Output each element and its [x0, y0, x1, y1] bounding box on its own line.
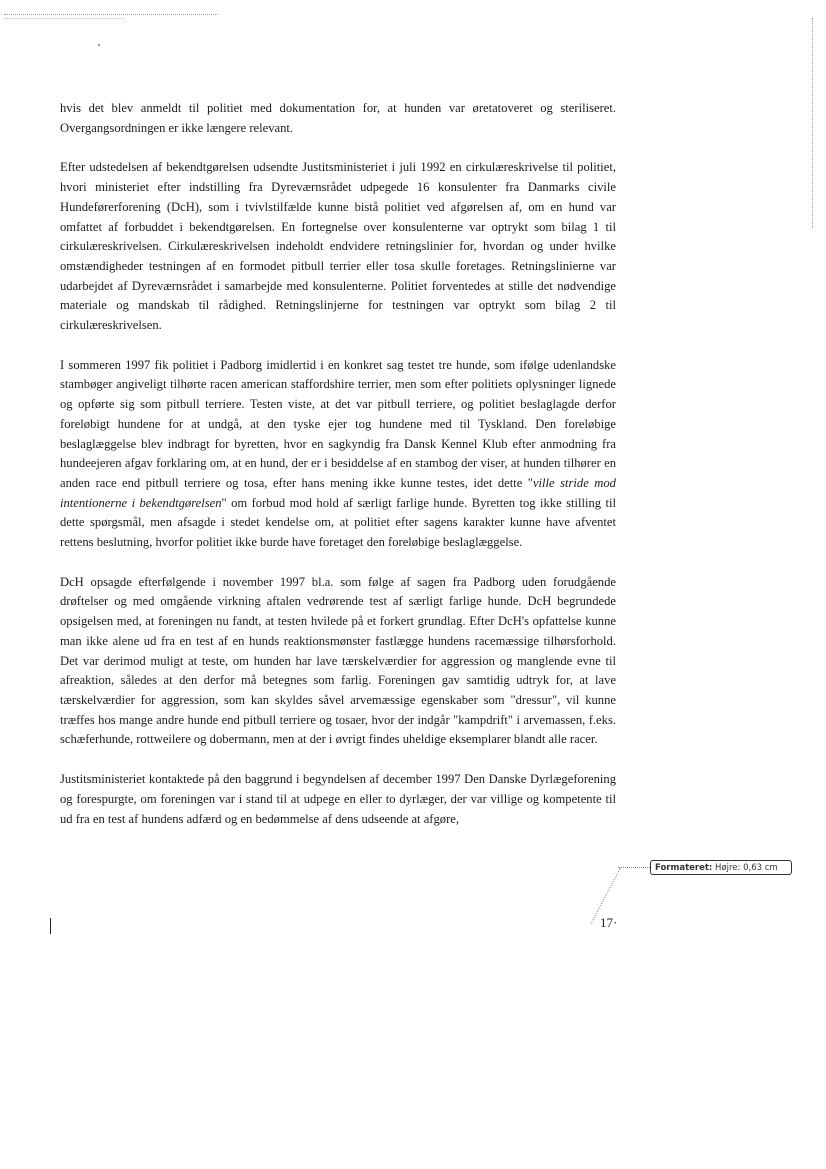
- scan-artifact-dot: [98, 44, 100, 46]
- paragraph-5: Justitsministeriet kontaktede på den baggrund i begyndelsen af december 1997 Den Danske Dyrlægeforening og forespurgte, om foreningen var i stand til at udpege en eller to dyrlæger, der var villige og kompetente til ud fra en test af hundens adfærd og en bedømmelse af dens udseende at afgøre,: [60, 772, 616, 826]
- paragraph-3: [60, 356, 616, 553]
- paragraph-4: DcH opsagde efterfølgende i november 1997 bl.a. som følge af sagen fra Padborg uden forudgående drøftelser og med omgående virkning aftalen vedrørende test af særligt farlige hunde. DcH begrundede opsigelsen med, at foreningen nu fandt, at testen hvilede på et forkert grundlag. Efter DcH's opfattelse kunne man ikke alene ud fra en test af en hunds reaktionsmønster fastlægge hundens racemæssige tilhørsforhold. Det var derimod muligt at teste, om hunden har lave tærskelværdier for aggression og manglende evne til afreaktion, således at den derfor må betegnes som farlig. Foreningen gav samtidig udtryk for, at lave tærskelværdier for aggression, som kan skyldes såvel arvemæssige egenskaber som "dressur", vil kunne træffes hos mange andre hunde end pitbull terriere og tosaer, hvor der indgår "kampdrift" i arvemassen, f.eks. schæferhunde, rottweilere og dobermann, men at der i øvrigt findes uheldige eksemplarer blandt alle racer.: [60, 574, 616, 747]
- comment-value: Højre: 0,63 cm: [715, 863, 778, 873]
- comment-label: Formateret:: [655, 863, 713, 873]
- document-body: [60, 99, 616, 829]
- scan-artifact-right-edge: [812, 18, 815, 228]
- formatting-comment-balloon[interactable]: [650, 860, 792, 875]
- page-number: 17·: [600, 915, 618, 930]
- scan-artifact-top-faint: [4, 18, 124, 21]
- revision-change-bar: [50, 918, 51, 934]
- paragraph-1: hvis det blev anmeldt til politiet med dokumentation for, at hunden var øretatoveret og steriliseret. Overgangsordningen er ikke længere relevant.: [60, 101, 616, 135]
- paragraph-3-text-before: I sommeren 1997 fik politiet i Padborg imidlertid i en konkret sag testet tre hunde, som ifølge udenlandske stambøger angiveligt tilhørte racen american staffordshire terrier, men som efter politiets oplysninger lignede og opførte sig som pitbull terriere. Testen viste, at det var pitbull terriere, og politiet beslaglagde derfor foreløbigt hundene for at undgå, at den tyske ejer tog hundene med til Tyskland. Den foreløbige beslaglæggelse blev indbragt for byretten, hvor en sagkyndig fra Dansk Kennel Klub efter anmodning fra hundeejeren afgav forklaring om, at en hund, der er i besiddelse af en stambog der viser, at hunden tilhører en anden race end pitbull terriere og tosa, efter hans mening ikke kunne testes, idet dette ": [60, 357, 616, 490]
- paragraph-2: Efter udstedelsen af bekendtgørelsen udsendte Justitsministeriet i juli 1992 en cirkulæreskrivelse til politiet, hvori ministeriet efter indstilling fra Dyreværnsrådet udpegede 16 konsulenter fra Danmarks civile Hundeførerforening (DcH), som i tvivlstilfælde kunne bistå politiet ved afgørelsen af, om en hund var omfattet af forbuddet i bekendtgørelsen. En fortegnelse over konsulenterne var optrykt som bilag 1 til cirkulæreskrivelsen. Cirkulæreskrivelsen indeholdt endvidere retningslinier for, hvordan og under hvilke omstændigheder testningen af en formodet pitbull terrier eller tosa skulle foretages. Retningslinierne var udarbejdet af Dyreværnsrådet i samarbejde med konsulenterne. Politiet forventedes at stille det nødvendige materiale og mandskab til rådighed. Retningslinjerne for testningen var optrykt som bilag 2 til cirkulæreskrivelsen.: [60, 160, 616, 333]
- paragraph-3-italic-quote: ville stride mod intentionerne i bekendtgørelsen: [60, 475, 616, 510]
- comment-connector-diagonal: [590, 868, 651, 924]
- paragraph-3-text-after: " om forbud mod hold af særligt farlige hunde. Byretten tog ikke stilling til dette spørgsmål, men afsagde i stedet kendelse om, at politiet efter sagens karakter kunne have afventet rettens beslutning, hvorfor politiet ikke burde have foretaget den foreløbige beslaglæggelse.: [60, 495, 616, 550]
